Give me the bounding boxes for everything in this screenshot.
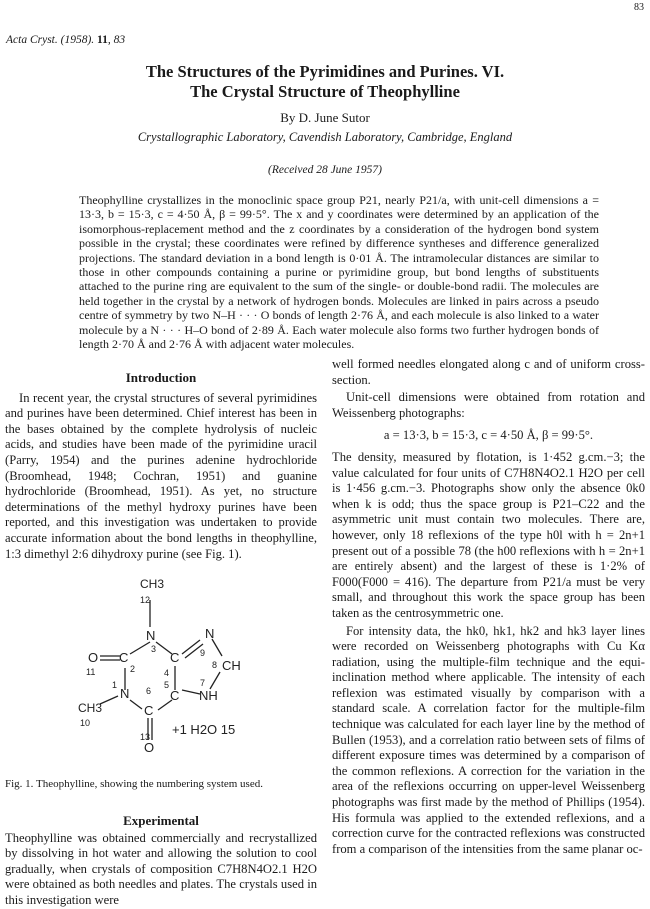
citation-page: , 83 bbox=[107, 34, 126, 46]
affiliation: Crystallographic Laboratory, Cavendish Laboratory, Cambridge, England bbox=[137, 130, 513, 144]
atom-o-left: O bbox=[88, 650, 99, 665]
label-7: 7 bbox=[200, 678, 206, 688]
right-column bbox=[332, 357, 645, 857]
label-5: 5 bbox=[164, 680, 170, 690]
label-12: 12 bbox=[140, 595, 151, 605]
atom-ch8: CH bbox=[222, 658, 241, 673]
atom-c6: C bbox=[144, 703, 154, 718]
atom-o-bottom: O bbox=[144, 740, 155, 752]
right-paragraph-4: For intensity data, the hk0, hk1, hk2 and hk3 layer lines were recorded on Weissenberg photographs with Cu Kα radiation, using the multiple-film technique and the equi-inclination method where applicable. The intensity of each reflexion was estimated visually by comparison with a standard scale. A correlation factor for the multiple-film technique was calculated for each layer line by the method of Bullen (1953), and a correlation ratio between sets of films of different exposure times was determined by a comparison of the common reflexions. A correction for the variation in the area of the reflexions occurring on upper-level Weissenberg photographs was first made by the method of Phillips (1954). His formula was applied to the extended reflexions, and a correction curve for the contracted reflexions was constructed from a comparison of the intensities from the same planar oc- bbox=[332, 623, 645, 856]
label-13: 13 bbox=[140, 732, 151, 742]
right-paragraph-2: Unit-cell dimensions were obtained from rotation and Weissenberg photographs: bbox=[332, 390, 645, 420]
author-byline: By D. June Sutor bbox=[280, 110, 370, 125]
label-4: 4 bbox=[164, 668, 170, 678]
introduction-section bbox=[5, 370, 317, 562]
abstract: Theophylline crystallizes in the monoclinic space group P21, nearly P21/a, with unit-cell dimensions a = 13·3, b = 15·3, c = 4·50 Å, β = 99·5°. The x and y coordinates were determined by an application of the isomorphous-replacement method and the z coordinates by a consideration of the hydrogen bond system possible in the crystal; these coordinates were refined by difference syntheses and difference generalized projections. The standard deviation in a bond length is 0·01 Å. The intramolecular distances are similar to those in other compounds containing a purine or pyrimidine group, but bond lengths of substituents attached to the purine ring are equivalent to the sum of the single- or double-bond radii. The molecules are held together in the crystal by a network of hydrogen bonds. Molecules are linked in pairs across a pseudo centre of symmetry by two N–H · · · O bonds of length 2·76 Å, and each molecule is also linked to a water molecule by a N · · · H–O bond of 2·89 Å. Each water molecule also forms two further hydrogen bonds of length 2·70 Å and 2·76 Å with adjacent water molecules. bbox=[79, 193, 599, 352]
water-label: +1 H2O 15 bbox=[172, 722, 236, 737]
introduction-text: In recent year, the crystal structures of several pyrimidines and purines have been determined. Chief interest has been in the bases obtained by the complete hydrolysis of nucleic acids, and studies have been made of the pyrimidine uracil (Parry, 1954) and the purines adenine hydrochloride (Broomhead, 1948; Cochran, 1951) and guanine hydrochloride (Broomhead, 1951). As yet, no structure determinations of the methyl hydroxy purines have been reported, and this investigation was undertaken to provide accurate information about the bond lengths in theophylline, 1:3 dimethyl 2:6 dihydroxy purine (see Fig. 1). bbox=[5, 390, 317, 561]
experimental-heading: Experimental bbox=[123, 813, 199, 828]
bond-lines bbox=[100, 600, 222, 740]
introduction-heading: Introduction bbox=[125, 370, 197, 385]
label-8: 8 bbox=[212, 660, 218, 670]
right-paragraph-3: The density, measured by flotation, is 1·452 g.cm.−3; the value calculated for four units of C7H8N4O2.1 H2O per cell is 1·456 g.cm.−3. Photographs show only the absence 0k0 when k is odd; thus the space group is P21–C22 and the asymmetric unit must contain two molecules. There are, however, only 18 reflexions of the type h0l with h = 2n+1 present out of a possible 78 (the h00 reflexions with h = 2n+1 are entirely absent) and the largest of these is 1·2% of F000(F000 = 416). The departure from P21/a must be very small, and throughout this work the space group has been taken as the centrosymmetric one. bbox=[332, 449, 645, 620]
paper-title-line-2: The Crystal Structure of Theophylline bbox=[190, 82, 460, 101]
right-paragraph-1: well formed needles elongated along c and of uniform cross-section. bbox=[332, 357, 645, 387]
experimental-section bbox=[5, 813, 317, 909]
experimental-text: Theophylline was obtained commercially and recrystallized by dissolving in hot water and allowing the solution to cool gradually, when crystals of composition C7H8N4O2.1 H2O were obtained as both needles and plates. The crystals used in this investigation were bbox=[5, 830, 317, 907]
atom-ch3-left: CH3 bbox=[78, 701, 103, 715]
atom-n1: N bbox=[120, 686, 130, 701]
atom-c5: C bbox=[170, 688, 180, 703]
atom-c2: C bbox=[119, 650, 129, 665]
page-number: 83 bbox=[634, 2, 644, 13]
label-1: 1 bbox=[112, 680, 118, 690]
theophylline-structure-figure bbox=[60, 572, 280, 752]
atom-c4: C bbox=[170, 650, 180, 665]
atom-n9: N bbox=[205, 626, 215, 641]
paper-title-line-1: The Structures of the Pyrimidines and Purines. VI. bbox=[145, 62, 505, 81]
citation bbox=[6, 34, 125, 46]
citation-year: (1958). bbox=[60, 34, 95, 46]
atom-ch3-top: CH3 bbox=[140, 577, 165, 591]
atom-n3: N bbox=[146, 628, 156, 643]
received-date: (Received 28 June 1957) bbox=[268, 164, 382, 176]
citation-volume: 11 bbox=[97, 34, 108, 46]
label-10: 10 bbox=[80, 718, 91, 728]
label-6: 6 bbox=[146, 686, 152, 696]
cell-dimension-equation: a = 13·3, b = 15·3, c = 4·50 Å, β = 99·5°. bbox=[383, 428, 594, 443]
citation-journal: Acta Cryst. bbox=[6, 34, 58, 46]
figure-caption: Fig. 1. Theophylline, showing the numbering system used. bbox=[5, 778, 263, 790]
label-9: 9 bbox=[200, 648, 206, 658]
label-3: 3 bbox=[151, 644, 157, 654]
atom-nh: NH bbox=[199, 688, 218, 703]
label-2: 2 bbox=[130, 664, 136, 674]
label-11: 11 bbox=[86, 667, 96, 677]
